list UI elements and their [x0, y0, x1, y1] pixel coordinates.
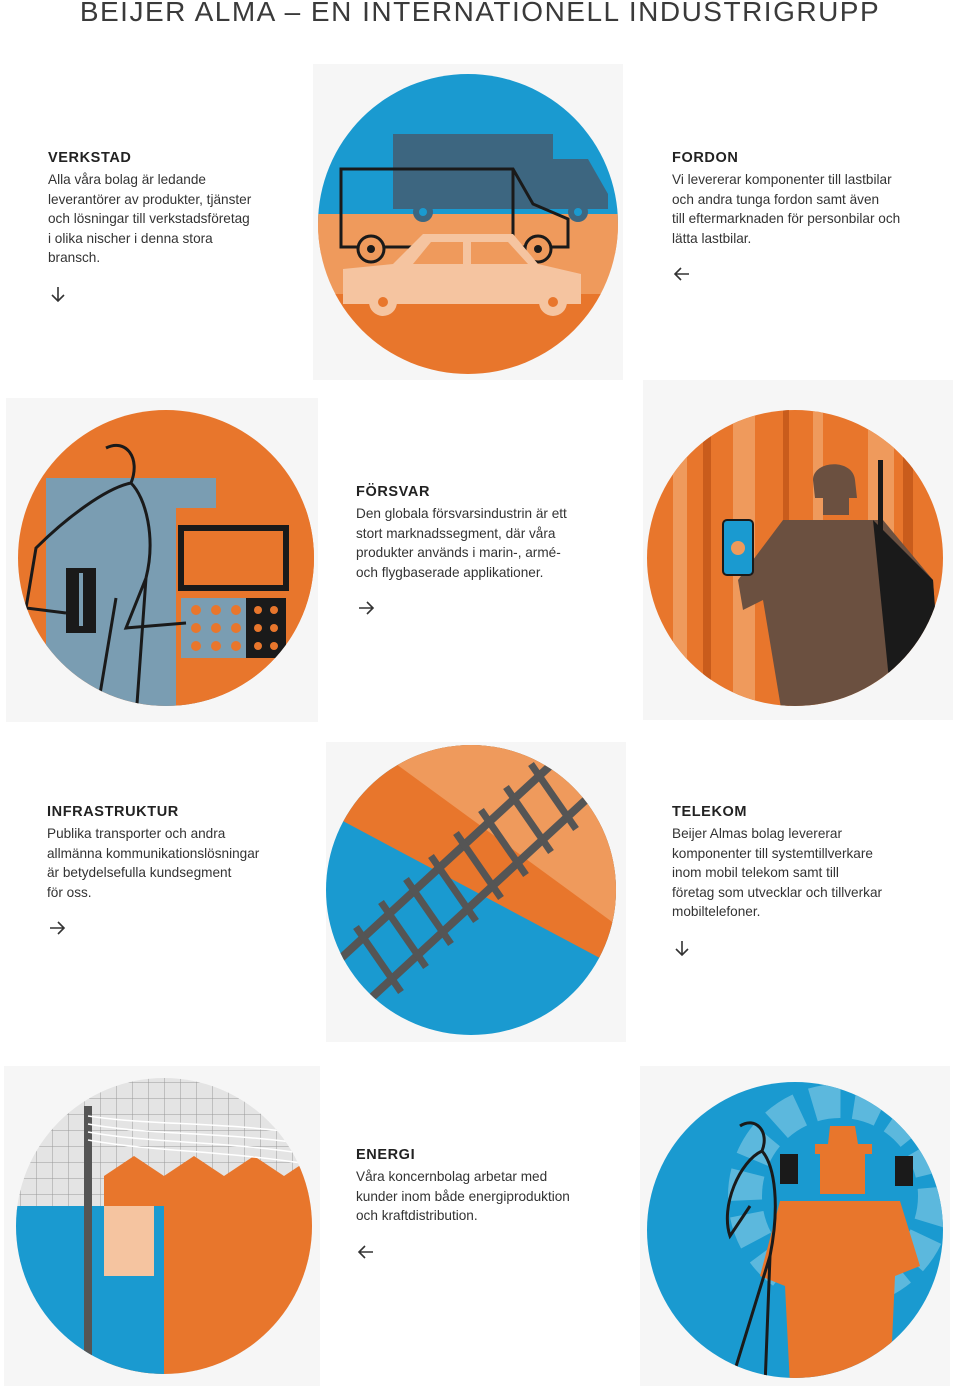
text-line: stort marknadssegment, där våra: [356, 525, 556, 541]
text-line: Våra koncernbolag arbetar med: [356, 1169, 548, 1184]
text-line: Alla våra bolag är ledande: [48, 172, 206, 187]
text-line: Beijer Almas bolag levererar: [672, 826, 843, 841]
segment-heading: TELEKOM: [672, 804, 748, 820]
arrow-down-icon: [48, 284, 68, 304]
segment-heading: FORDON: [672, 150, 739, 166]
arrow-right-icon: [356, 598, 376, 618]
segment-text: [672, 824, 932, 922]
energy-illustration: [4, 1066, 320, 1386]
arrow-right-icon: [47, 918, 67, 938]
text-line: produkter används i marin-, armé-: [356, 545, 561, 561]
text-line: allmänna kommunikationslösningar: [47, 845, 260, 861]
segment-heading: INFRASTRUKTUR: [47, 804, 179, 820]
segment-text: [672, 170, 932, 248]
segment-text: [48, 170, 293, 268]
text-line: mobiltelefoner.: [672, 904, 761, 920]
telecom-illustration: [640, 1066, 950, 1386]
text-line: i olika nischer i denna stora: [48, 230, 213, 246]
text-line: och kraftdistribution.: [356, 1208, 478, 1224]
text-line: inom mobil telekom samt till: [672, 865, 839, 881]
text-line: leverantörer av produkter, tjänster: [48, 191, 252, 207]
segment-verkstad: [48, 150, 293, 304]
segment-heading: ENERGI: [356, 1147, 416, 1163]
text-line: för oss.: [47, 884, 92, 900]
arrow-down-icon: [672, 938, 692, 958]
segment-heading: VERKSTAD: [48, 150, 132, 166]
segment-heading: FÖRSVAR: [356, 484, 431, 500]
arrow-left-icon: [672, 264, 692, 284]
segment-fordon: [672, 150, 932, 284]
text-line: Vi levererar komponenter till lastbilar: [672, 172, 892, 187]
segment-text: [356, 504, 606, 582]
text-line: bransch.: [48, 250, 101, 266]
segment-telekom: [672, 804, 932, 958]
workshop-illustration: [6, 398, 318, 722]
segment-forsvar: [356, 484, 606, 618]
text-line: företag som utvecklar och tillverkar: [672, 884, 883, 900]
text-line: är betydelsefulla kundsegment: [47, 865, 232, 881]
text-line: kunder inom både energiproduktion: [356, 1188, 570, 1204]
text-line: Den globala försvarsindustrin är ett: [356, 506, 567, 521]
text-line: till eftermarknaden för personbilar och: [672, 211, 901, 227]
segment-text: [47, 824, 297, 902]
text-line: lätta lastbilar.: [672, 230, 752, 246]
text-line: Publika transporter och andra: [47, 826, 226, 841]
defense-illustration: [643, 380, 953, 720]
segment-text: [356, 1167, 606, 1226]
segment-infrastruktur: [47, 804, 297, 938]
text-line: och lösningar till verkstadsföretag: [48, 211, 250, 227]
text-line: och flygbaserade applikationer.: [356, 564, 544, 580]
text-line: och andra tunga fordon samt även: [672, 191, 880, 207]
railway-illustration: [326, 742, 626, 1042]
page-title: BEIJER ALMA – EN INTERNATIONELL INDUSTRIGRUPP: [79, 0, 881, 27]
text-line: komponenter till systemtillverkare: [672, 845, 873, 861]
vehicles-illustration: [313, 64, 623, 380]
arrow-left-icon: [356, 1242, 376, 1262]
segment-energi: [356, 1147, 606, 1262]
